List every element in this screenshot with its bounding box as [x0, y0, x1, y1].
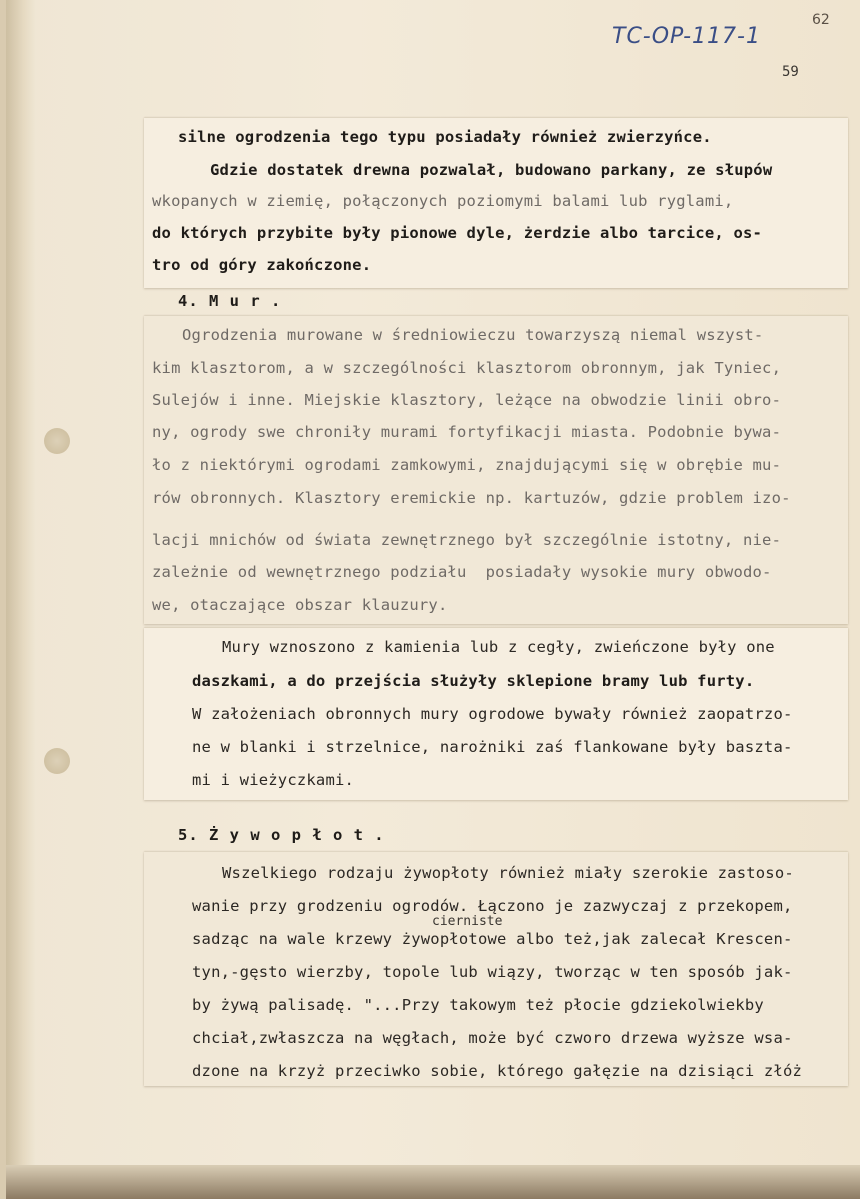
text-line: chciał,zwłaszcza na węgłach, może być czworo drzewa wyższe wsa- [192, 1029, 793, 1047]
text-line: mi i wieżyczkami. [192, 771, 355, 789]
text-line: Ogrodzenia murowane w średniowieczu towarzyszą niemal wszyst- [182, 326, 764, 344]
text-line: daszkami, a do przejścia służyły sklepione bramy lub furty. [192, 672, 755, 690]
text-line: ny, ogrody swe chroniły murami fortyfikacji miasta. Podobnie bywa- [152, 423, 782, 441]
text-line: do których przybite były pionowe dyle, żerdzie albo tarcice, os- [152, 224, 763, 242]
text-line: dzone na krzyż przeciwko sobie, którego gałęzie na dzisiąci złóż [192, 1062, 803, 1080]
text-line: zależnie od wewnętrznego podziału posiadały wysokie mury obwodo- [152, 563, 772, 581]
text-line: W założeniach obronnych mury ogrodowe bywały również zaopatrzo- [192, 705, 793, 723]
text-line: tro od góry zakończone. [152, 256, 372, 274]
text-line: Gdzie dostatek drewna pozwalał, budowano parkany, ze słupów [210, 161, 773, 179]
binding-edge [6, 0, 36, 1199]
corner-number: 62 [812, 12, 830, 28]
page-bottom-edge [6, 1165, 860, 1199]
text-line: kim klasztorom, a w szczególności klasztorom obronnym, jak Tyniec, [152, 359, 782, 377]
text-line: silne ogrodzenia tego typu posiadały również zwierzyńce. [178, 128, 712, 146]
handwritten-insertion: cierniste [432, 914, 503, 929]
text-line: Mury wznoszono z kamienia lub z cegły, zwieńczone były one [222, 638, 775, 656]
text-line: Sulejów i inne. Miejskie klasztory, leżące na obwodzie linii obro- [152, 391, 782, 409]
text-line: lacji mnichów od świata zewnętrznego był szczególnie istotny, nie- [152, 531, 782, 549]
punch-hole [44, 748, 70, 774]
text-line: ło z niektórymi ogrodami zamkowymi, znajdującymi się w obrębie mu- [152, 456, 782, 474]
text-line: wanie przy grodzeniu ogrodów. Łączono je zazwyczaj z przekopem, [192, 897, 793, 915]
text-line: we, otaczające obszar klauzury. [152, 596, 448, 614]
text-line: tyn,-gęsto wierzby, topole lub wiązy, tworząc w ten sposób jak- [192, 963, 793, 981]
text-line: ne w blanki i strzelnice, narożniki zaś flankowane były baszta- [192, 738, 793, 756]
text-line: wkopanych w ziemię, połączonych poziomymi balami lub ryglami, [152, 192, 734, 210]
text-line: sadząc na wale krzewy żywopłotowe albo też,jak zalecał Krescen- [192, 930, 793, 948]
text-line: Wszelkiego rodzaju żywopłoty również miały szerokie zastoso- [222, 864, 794, 882]
text-line: by żywą palisadę. "...Przy takowym też płocie gdziekolwiekby [192, 996, 764, 1014]
punch-hole [44, 428, 70, 454]
text-line: rów obronnych. Klasztory eremickie np. kartuzów, gdzie problem izo- [152, 489, 791, 507]
archive-signature: TC-OP-117-1 [612, 24, 761, 49]
section-heading: 4. M u r . [178, 292, 282, 310]
page-number: 59 [782, 64, 799, 80]
section-heading: 5. Ż y w o p ł o t . [178, 826, 385, 844]
